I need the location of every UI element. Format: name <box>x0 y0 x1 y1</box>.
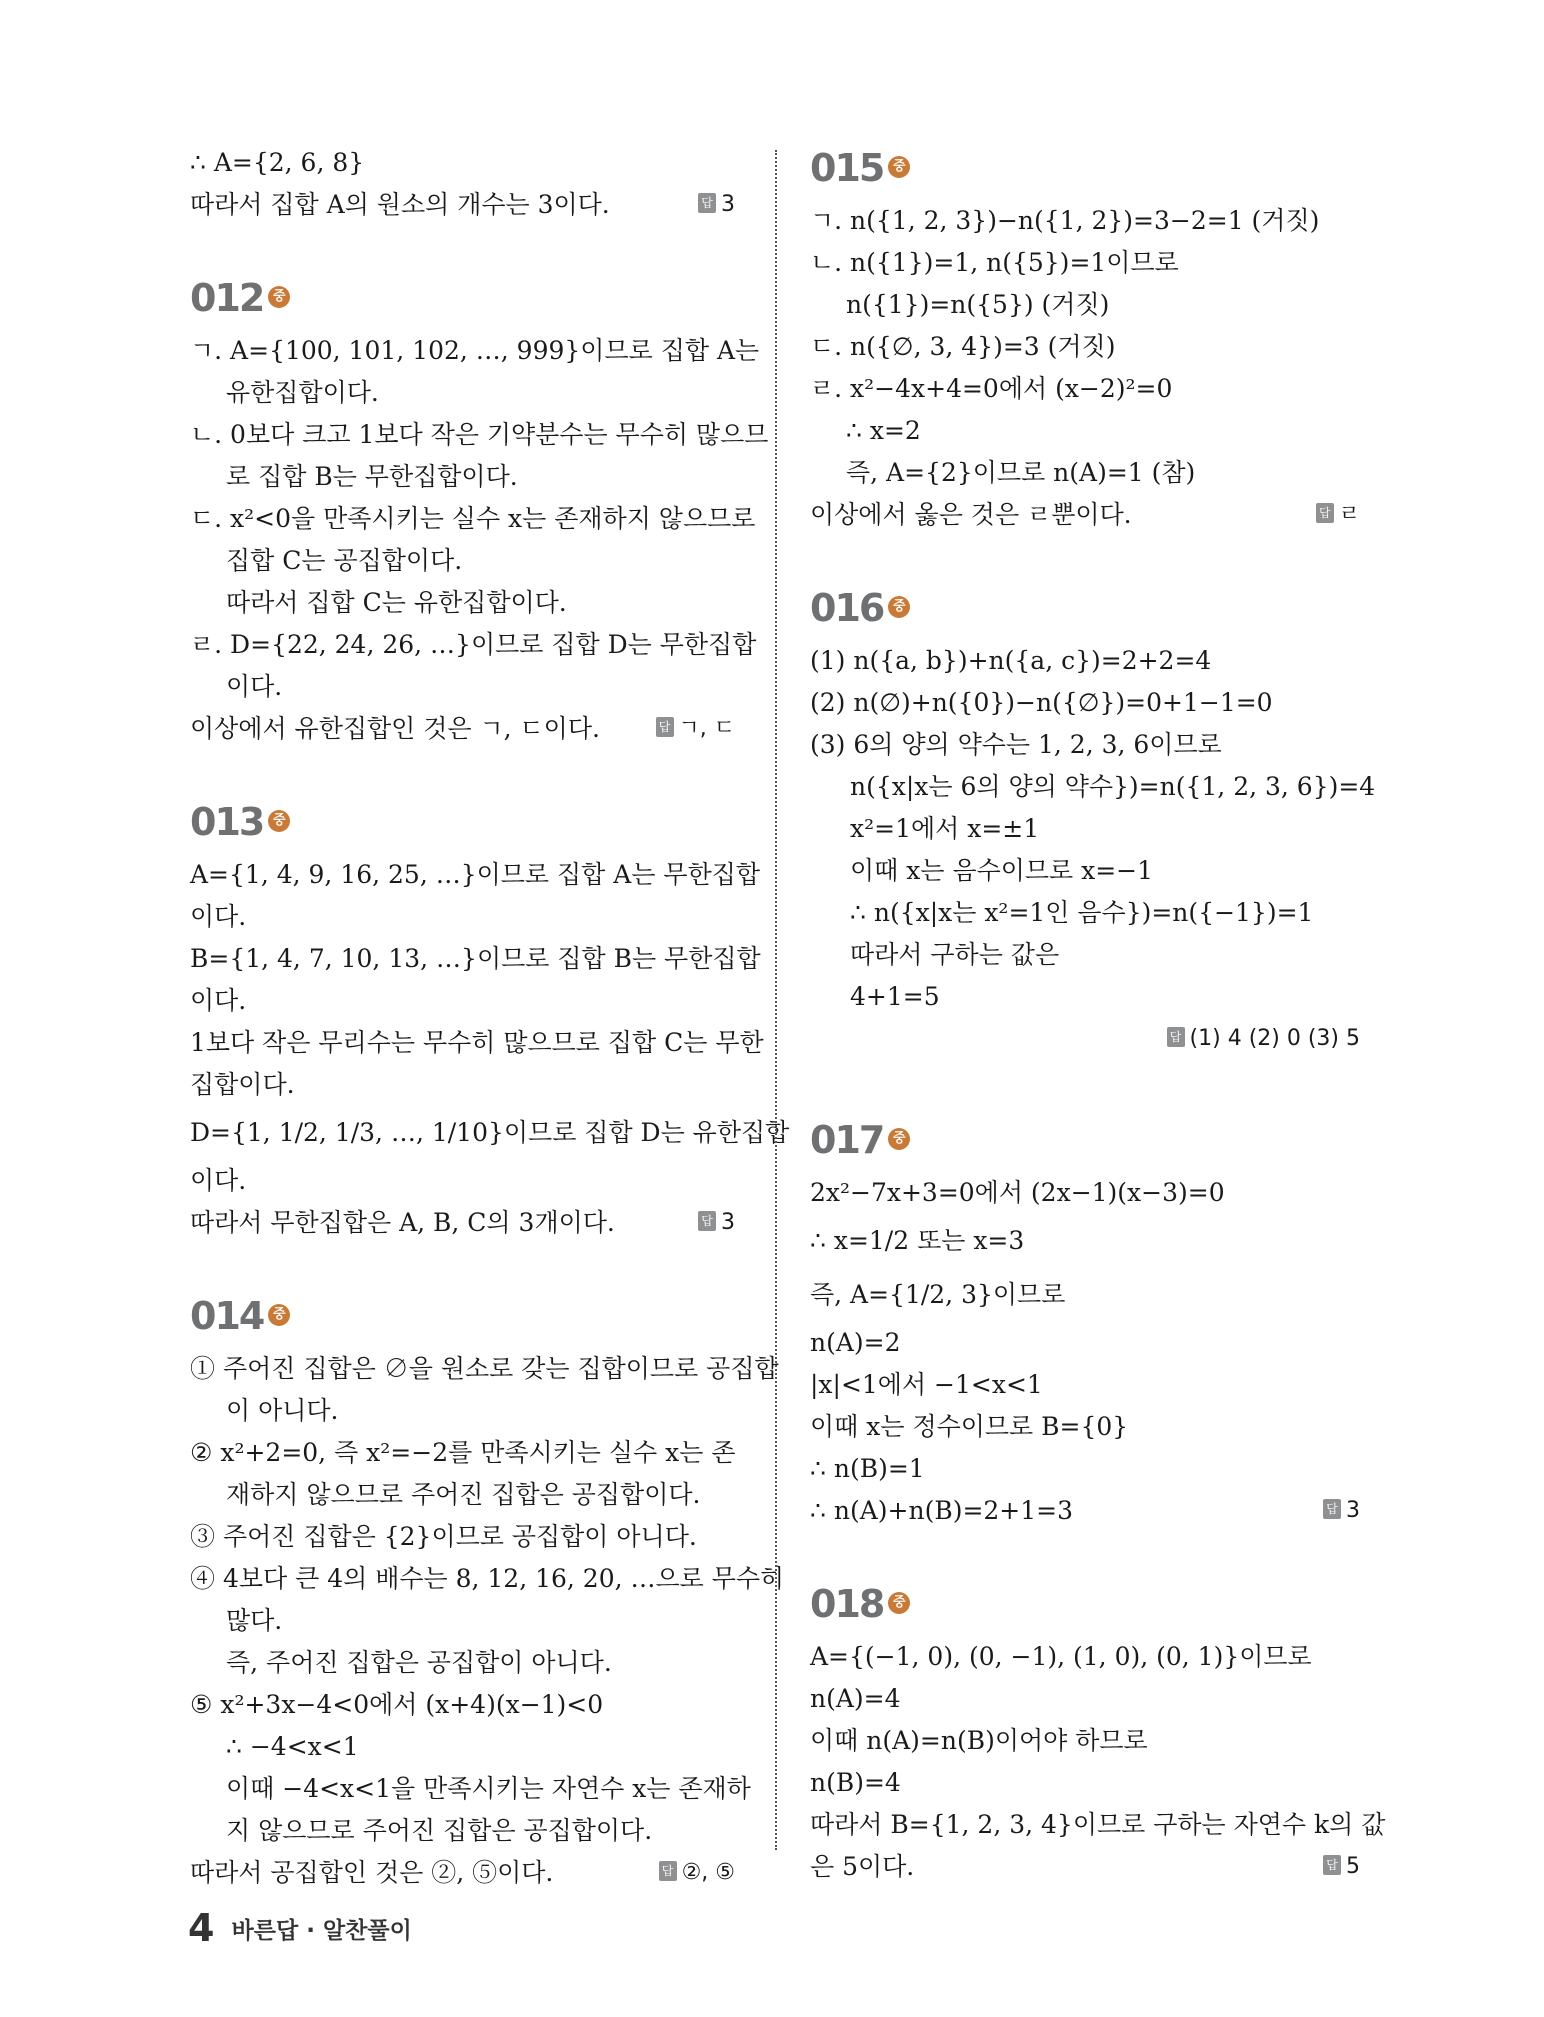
solution-line: 따라서 무한집합은 A, B, C의 3개이다. <box>190 1208 615 1237</box>
solution-line: 집합이다. <box>190 1070 295 1099</box>
solution-line: ㄷ. n({∅, 3, 4})=3 (거짓) <box>810 332 1116 361</box>
solution-line: D={1, 1/2, 1/3, …, 1/10}이므로 집합 D는 유한집합 <box>190 1118 790 1147</box>
problem-number-label: 014 <box>190 1294 264 1338</box>
solution-line: ∴ −4<x<1 <box>226 1732 359 1761</box>
answer-mark <box>1167 1022 1360 1056</box>
solution-line: A={(−1, 0), (0, −1), (1, 0), (0, 1)}이므로 <box>810 1642 1312 1671</box>
solution-line: 이상에서 옳은 것은 ㄹ뿐이다. <box>810 500 1132 529</box>
solution-line: 많다. <box>226 1606 283 1635</box>
difficulty-badge: 중 <box>268 1304 290 1326</box>
solution-line: ∴ n(A)+n(B)=2+1=3 <box>810 1496 1074 1525</box>
answer-mark <box>698 188 735 222</box>
solution-line: ⑤ x²+3x−4<0에서 (x+4)(x−1)<0 <box>190 1690 604 1719</box>
problem-number <box>810 1582 910 1626</box>
answer-tag: 답 <box>1316 503 1334 523</box>
problem-number-label: 015 <box>810 146 884 190</box>
problem-number <box>190 1294 290 1338</box>
answer-tag: 답 <box>698 1211 716 1231</box>
answer-mark <box>659 1856 735 1890</box>
difficulty-badge: 중 <box>888 1128 910 1150</box>
solution-line: ㄱ. A={100, 101, 102, …, 999}이므로 집합 A는 <box>190 336 760 365</box>
answer-value: ㄹ <box>1338 502 1360 527</box>
problem-number-label: 013 <box>190 800 264 844</box>
solution-line: ㄹ. x²−4x+4=0에서 (x−2)²=0 <box>810 374 1173 403</box>
difficulty-badge: 중 <box>888 1592 910 1614</box>
solution-line: n(A)=4 <box>810 1684 901 1713</box>
difficulty-badge: 중 <box>888 156 910 178</box>
solution-line: 이때 n(A)=n(B)이어야 하므로 <box>810 1726 1148 1755</box>
problem-number <box>810 1118 910 1162</box>
solution-line: ④ 4보다 큰 4의 배수는 8, 12, 16, 20, …으로 무수히 <box>190 1564 785 1593</box>
answer-tag: 답 <box>1323 1855 1341 1875</box>
solution-line: 즉, A={1/2, 3}이므로 <box>810 1280 1066 1309</box>
solution-line: 1보다 작은 무리수는 무수히 많으므로 집합 C는 무한 <box>190 1028 764 1057</box>
solution-line: 이때 x는 정수이므로 B={0} <box>810 1412 1129 1441</box>
solution-line: |x|<1에서 −1<x<1 <box>810 1370 1043 1399</box>
solution-line: 이 아니다. <box>226 1396 339 1425</box>
solution-line: ∴ n({x|x는 x²=1인 음수})=n({−1})=1 <box>850 898 1314 927</box>
solution-line: (2) n(∅)+n({0})−n({∅})=0+1−1=0 <box>810 688 1273 717</box>
solution-line: 이다. <box>190 1166 247 1195</box>
answer-tag: 답 <box>1323 1499 1341 1519</box>
solution-line: 이다. <box>190 986 247 1015</box>
difficulty-badge: 중 <box>888 596 910 618</box>
solution-line: ㄴ. n({1})=1, n({5})=1이므로 <box>810 248 1179 277</box>
answer-tag: 답 <box>698 193 716 213</box>
solution-line: 이다. <box>190 902 247 931</box>
solution-line: 즉, A={2}이므로 n(A)=1 (참) <box>846 458 1196 487</box>
solution-line: ㄱ. n({1, 2, 3})−n({1, 2})=3−2=1 (거짓) <box>810 206 1320 235</box>
solution-line: 따라서 집합 C는 유한집합이다. <box>226 588 567 617</box>
solution-line: ② x²+2=0, 즉 x²=−2를 만족시키는 실수 x는 존 <box>190 1438 736 1467</box>
solution-line: n(B)=4 <box>810 1768 901 1797</box>
problem-number <box>190 276 290 320</box>
problem-number-label: 012 <box>190 276 264 320</box>
difficulty-badge: 중 <box>268 286 290 308</box>
solution-line: 따라서 공집합인 것은 ②, ⑤이다. <box>190 1858 554 1887</box>
solution-line: (1) n({a, b})+n({a, c})=2+2=4 <box>810 646 1212 675</box>
answer-tag: 답 <box>659 1861 677 1881</box>
answer-value: 3 <box>721 192 735 217</box>
difficulty-badge: 중 <box>268 810 290 832</box>
solution-line: ㄴ. 0보다 크고 1보다 작은 기약분수는 무수히 많으므 <box>190 420 769 449</box>
solution-line: 따라서 구하는 값은 <box>850 940 1060 969</box>
page-number: 4 <box>188 1906 215 1950</box>
solution-line: x²=1에서 x=±1 <box>850 814 1040 843</box>
footer-title: 바른답 · 알찬풀이 <box>231 1917 412 1944</box>
answer-mark <box>1316 498 1360 532</box>
solution-line: 이상에서 유한집합인 것은 ㄱ, ㄷ이다. <box>190 714 600 743</box>
answer-mark <box>698 1206 735 1240</box>
solution-line: ∴ x=2 <box>846 416 921 445</box>
solution-line: 따라서 집합 A의 원소의 개수는 3이다. <box>190 190 610 219</box>
solution-line: 따라서 B={1, 2, 3, 4}이므로 구하는 자연수 k의 값 <box>810 1810 1386 1839</box>
solution-line: 이다. <box>226 672 283 701</box>
solution-line: n({x|x는 6의 양의 약수})=n({1, 2, 3, 6})=4 <box>850 772 1376 801</box>
solution-line: 이때 x는 음수이므로 x=−1 <box>850 856 1154 885</box>
solution-line: ∴ A={2, 6, 8} <box>190 148 365 177</box>
answer-value: ㄱ, ㄷ <box>678 716 735 741</box>
solution-line: 로 집합 B는 무한집합이다. <box>226 462 518 491</box>
problem-number <box>810 586 910 630</box>
solution-line: 지 않으므로 주어진 집합은 공집합이다. <box>226 1816 653 1845</box>
answer-value: 3 <box>1346 1498 1360 1523</box>
solution-line: ㄹ. D={22, 24, 26, …}이므로 집합 D는 무한집합 <box>190 630 757 659</box>
problem-number <box>810 146 910 190</box>
problem-number-label: 018 <box>810 1582 884 1626</box>
answer-mark <box>1323 1850 1360 1884</box>
solution-line: 집합 C는 공집합이다. <box>226 546 463 575</box>
solution-line: ③ 주어진 집합은 {2}이므로 공집합이 아니다. <box>190 1522 697 1551</box>
problem-number <box>190 800 290 844</box>
answer-mark <box>656 712 736 746</box>
answer-value: (1) 4 (2) 0 (3) 5 <box>1189 1026 1360 1051</box>
solution-line: 재하지 않으므로 주어진 집합은 공집합이다. <box>226 1480 701 1509</box>
solution-line: ∴ x=1/2 또는 x=3 <box>810 1226 1025 1255</box>
solution-line: 이때 −4<x<1을 만족시키는 자연수 x는 존재하 <box>226 1774 751 1803</box>
solution-line: 4+1=5 <box>850 982 940 1011</box>
answer-value: 3 <box>721 1210 735 1235</box>
page-footer <box>188 1906 412 1950</box>
solution-line: ∴ n(B)=1 <box>810 1454 925 1483</box>
answer-value: ②, ⑤ <box>681 1860 735 1885</box>
problem-number-label: 017 <box>810 1118 884 1162</box>
solution-line: 은 5이다. <box>810 1852 915 1881</box>
column-divider <box>775 150 777 1850</box>
solution-line: 2x²−7x+3=0에서 (2x−1)(x−3)=0 <box>810 1178 1225 1207</box>
answer-value: 5 <box>1346 1854 1360 1879</box>
solution-line: ① 주어진 집합은 ∅을 원소로 갖는 집합이므로 공집합 <box>190 1354 779 1383</box>
solution-line: (3) 6의 양의 약수는 1, 2, 3, 6이므로 <box>810 730 1222 759</box>
solution-line: A={1, 4, 9, 16, 25, …}이므로 집합 A는 무한집합 <box>190 860 761 889</box>
solution-line: n({1})=n({5}) (거짓) <box>846 290 1110 319</box>
answer-tag: 답 <box>656 717 674 737</box>
solution-line: B={1, 4, 7, 10, 13, …}이므로 집합 B는 무한집합 <box>190 944 761 973</box>
solution-line: 즉, 주어진 집합은 공집합이 아니다. <box>226 1648 612 1677</box>
solution-line: 유한집합이다. <box>226 378 379 407</box>
solution-line: n(A)=2 <box>810 1328 901 1357</box>
answer-tag: 답 <box>1167 1027 1185 1047</box>
answer-mark <box>1323 1494 1360 1528</box>
problem-number-label: 016 <box>810 586 884 630</box>
solution-line: ㄷ. x²<0을 만족시키는 실수 x는 존재하지 않으므로 <box>190 504 756 533</box>
